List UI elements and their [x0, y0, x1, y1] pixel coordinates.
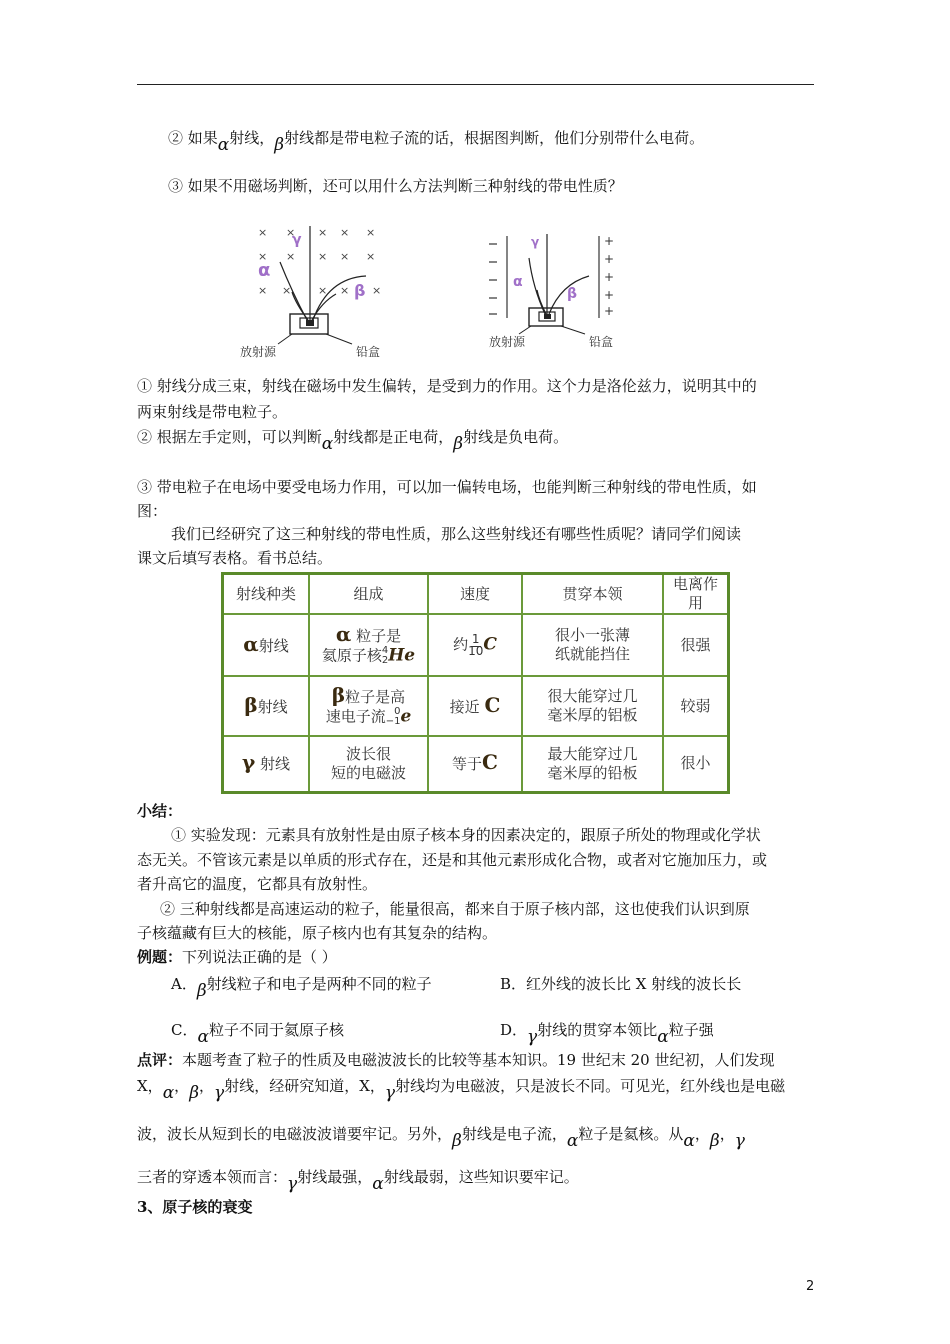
svg-text:×: ×	[340, 284, 350, 297]
alpha-penetration-cell: 很小一张薄 纸就能挡住	[522, 614, 663, 676]
beta-ray-cell: β射线	[223, 676, 310, 736]
beta-label: β	[354, 281, 366, 300]
section-3-heading: 3、原子核的衰变	[137, 1198, 253, 1216]
beta-ionization-cell: 较弱	[663, 676, 729, 736]
option-c: C．α粒子不同于氦原子核	[171, 1021, 344, 1047]
comment-line-1: 点评：本题考查了粒子的性质及电磁波波长的比较等基本知识。19 世纪末 20 世纪初，人们发现	[137, 1051, 775, 1069]
svg-text:×: ×	[258, 284, 268, 297]
magnetic-field-figure	[240, 222, 400, 366]
page-number: 2	[806, 1279, 815, 1294]
svg-text:×: ×	[366, 250, 376, 263]
header-ionization: 电离作用	[663, 574, 729, 615]
example-question: 例题：下列说法正确的是（ ）	[137, 948, 337, 966]
summary-2-line-2: 子核蕴藏有巨大的核能，原子核内也有其复杂的结构。	[137, 924, 498, 942]
svg-text:+: +	[604, 270, 615, 284]
svg-text:×: ×	[258, 226, 268, 239]
gamma-penetration-cell: 最大能穿过几 毫米厚的铅板	[522, 736, 663, 792]
summary-1-line-1: ① 实验发现：元素具有放射性是由原子核本身的因素决定的，跟原子所处的物理或化学状	[171, 826, 761, 844]
summary-1-line-3: 者升高它的温度，它都具有放射性。	[137, 875, 378, 893]
alpha-speed-cell: 约$\frac{1}{10}C$	[428, 614, 522, 676]
option-b: B．红外线的波长比 X 射线的波长长	[500, 975, 742, 993]
alpha-label: α	[258, 260, 271, 281]
svg-text:×: ×	[340, 250, 350, 263]
answer-3-line-1: ③ 带电粒子在电场中要受电场力作用，可以加一偏转电场，也能判断三种射线的带电性质，如	[137, 478, 757, 496]
summary-1-line-2: 态无关。不管该元素是以单质的形式存在，还是和其他元素形成化合物，或者对它施加压力，或	[137, 851, 768, 869]
option-d: D．γ射线的贯穿本领比α粒子强	[500, 1021, 714, 1047]
alpha-ray-cell: α射线	[223, 614, 310, 676]
header-speed: 速度	[428, 574, 522, 615]
svg-text:×: ×	[282, 284, 292, 297]
gamma-composition-cell: 波长很 短的电磁波	[309, 736, 428, 792]
table-row-gamma	[223, 736, 729, 792]
svg-text:×: ×	[340, 226, 350, 239]
beta-speed-cell: 接近 C	[428, 676, 522, 736]
intro-line-1: 我们已经研究了这三种射线的带电性质，那么这些射线还有哪些性质呢？请同学们阅读	[171, 525, 742, 543]
svg-text:+: +	[604, 252, 615, 266]
radiation-properties-table	[221, 572, 730, 794]
lead-box-label: 铅盒	[589, 335, 614, 349]
option-a: A．β射线粒子和电子是两种不同的粒子	[171, 975, 432, 1001]
alpha-composition-cell: α 粒子是 氦原子核4 2He	[309, 614, 428, 676]
radiation-source-label: 放射源	[489, 335, 526, 349]
answer-2: ② 根据左手定则，可以判断α射线都是正电荷，β射线是负电荷。	[137, 428, 569, 454]
question-2: ② 如果α射线，β射线都是带电粒子流的话，根据图判断，他们分别带什么电荷。	[168, 129, 705, 155]
table-row-alpha	[223, 614, 729, 676]
svg-text:×: ×	[366, 226, 376, 239]
question-3: ③ 如果不用磁场判断，还可以用什么方法判断三种射线的带电性质？	[168, 177, 623, 195]
gamma-label: γ	[531, 235, 540, 249]
comment-line-3: 波，波长从短到长的电磁波波谱要牢记。另外，β射线是电子流，α粒子是氦核。从α，β，γ	[137, 1125, 745, 1151]
beta-penetration-cell: 很大能穿过几 毫米厚的铝板	[522, 676, 663, 736]
answer-1-line-1: ① 射线分成三束，射线在磁场中发生偏转，是受到力的作用。这个力是洛伦兹力，说明其中的	[137, 377, 757, 395]
electric-field-figure	[485, 228, 635, 356]
lead-box-label: 铅盒	[356, 345, 381, 359]
svg-text:×: ×	[318, 250, 328, 263]
gamma-ionization-cell: 很小	[663, 736, 729, 792]
alpha-ionization-cell: 很强	[663, 614, 729, 676]
answer-3-line-2: 图：	[137, 502, 168, 520]
radiation-source-label: 放射源	[240, 345, 277, 359]
intro-line-2: 课文后填写表格。看书总结。	[137, 549, 333, 567]
beta-composition-cell: β粒子是高 速电子流 0 −1e	[309, 676, 428, 736]
summary-heading: 小结：	[137, 802, 183, 820]
comment-line-2: X，α，β，γ射线，经研究知道，X，γ射线均为电磁波，只是波长不同。可见光，红外线也是电磁	[137, 1077, 786, 1103]
gamma-label: γ	[292, 232, 302, 248]
alpha-label: α	[513, 274, 523, 290]
svg-text:×: ×	[286, 250, 296, 263]
table-header-row	[223, 574, 729, 615]
svg-text:×: ×	[286, 226, 296, 239]
header-rule	[137, 84, 814, 85]
header-penetration: 贯穿本领	[522, 574, 663, 615]
beta-label: β	[567, 286, 578, 302]
svg-text:+: +	[604, 234, 615, 248]
svg-text:×: ×	[318, 284, 328, 297]
gamma-speed-cell: 等于C	[428, 736, 522, 792]
svg-text:+: +	[604, 288, 615, 302]
summary-2-line-1: ② 三种射线都是高速运动的粒子，能量很高，都来自于原子核内部，这也使我们认识到原	[160, 900, 750, 918]
gamma-ray-cell: γ 射线	[223, 736, 310, 792]
table-row-beta	[223, 676, 729, 736]
svg-text:×: ×	[372, 284, 382, 297]
svg-text:×: ×	[318, 226, 328, 239]
svg-text:+: +	[604, 304, 615, 318]
svg-text:×: ×	[258, 250, 268, 263]
header-composition: 组成	[309, 574, 428, 615]
answer-1-line-2: 两束射线是带电粒子。	[137, 403, 288, 421]
comment-line-4: 三者的穿透本领而言：γ射线最强，α射线最弱，这些知识要牢记。	[137, 1168, 579, 1194]
header-ray-type: 射线种类	[223, 574, 310, 615]
